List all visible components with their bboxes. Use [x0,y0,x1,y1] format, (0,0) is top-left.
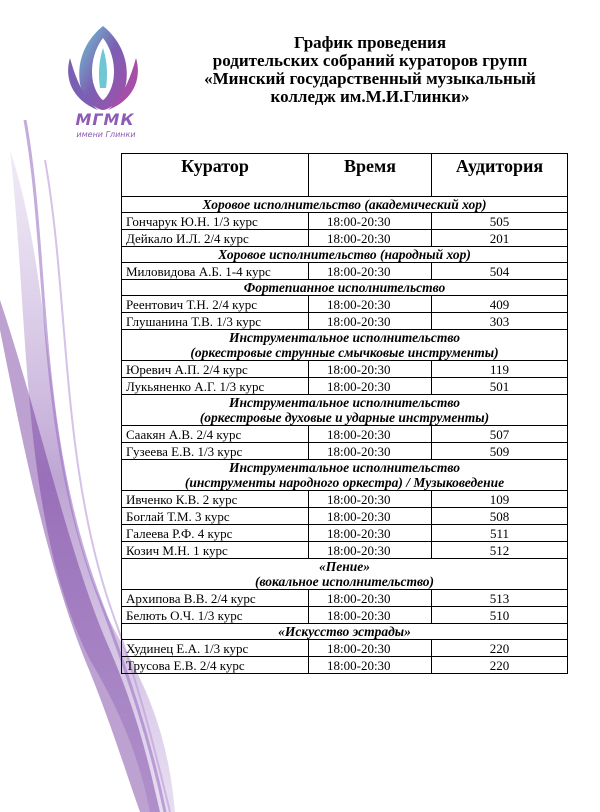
curator-cell: Худинец Е.А. 1/3 курс [122,640,309,657]
table-row [122,640,568,657]
table-row [122,361,568,378]
room-cell: 119 [432,361,568,378]
section-title-line: (инструменты народного оркестра) / Музыковедение [184,475,505,490]
title-line: «Минский государственный музыкальный [204,69,536,88]
curator-cell: Трусова Е.В. 2/4 курс [122,657,309,674]
table-row [122,657,568,674]
section-header-row [122,460,568,491]
section-title [122,280,568,296]
curator-cell: Реентович Т.Н. 2/4 курс [122,296,309,313]
time-cell: 18:00-20:30 [309,443,432,460]
room-cell: 109 [432,491,568,508]
logo-subtitle: имени Глинки [76,130,136,139]
section-title-line: Хоровое исполнительство (народный хор) [218,247,471,262]
section-header-row [122,247,568,263]
logo-abbreviation: МГМК [75,110,135,129]
section-title-line: (оркестровые струнные смычковые инструменты) [190,345,499,360]
room-cell: 303 [432,313,568,330]
room-cell: 512 [432,542,568,559]
title-line: График проведения [293,33,447,52]
room-cell: 201 [432,230,568,247]
room-cell: 220 [432,657,568,674]
time-cell: 18:00-20:30 [309,491,432,508]
section-title [122,197,568,213]
curator-cell: Гончарук Ю.Н. 1/3 курс [122,213,309,230]
header-room: Аудитория [432,154,568,197]
table-row [122,313,568,330]
table-row [122,263,568,280]
time-cell: 18:00-20:30 [309,590,432,607]
section-header-row [122,330,568,361]
curator-cell: Гузеева Е.В. 1/3 курс [122,443,309,460]
room-cell: 513 [432,590,568,607]
curator-cell: Дейкало И.Л. 2/4 курс [122,230,309,247]
curator-cell: Глушанина Т.В. 1/3 курс [122,313,309,330]
curator-cell: Лукьяненко А.Г. 1/3 курс [122,378,309,395]
section-title-line: Инструментальное исполнительство [229,460,460,475]
section-header-row [122,395,568,426]
curator-cell: Ивченко К.В. 2 курс [122,491,309,508]
room-cell: 409 [432,296,568,313]
curator-cell: Юревич А.П. 2/4 курс [122,361,309,378]
curator-cell: Миловидова А.Б. 1-4 курс [122,263,309,280]
time-cell: 18:00-20:30 [309,426,432,443]
table-row [122,443,568,460]
table-row [122,590,568,607]
time-cell: 18:00-20:30 [309,640,432,657]
room-cell: 508 [432,508,568,525]
schedule-table [121,153,568,674]
room-cell: 505 [432,213,568,230]
curator-cell: Галеева Р.Ф. 4 курс [122,525,309,542]
curator-cell: Саакян А.В. 2/4 курс [122,426,309,443]
room-cell: 504 [432,263,568,280]
section-title-line: (оркестровые духовые и ударные инструменты) [199,410,490,425]
section-header-row [122,559,568,590]
section-title [122,395,568,426]
section-header-row [122,197,568,213]
room-cell: 220 [432,640,568,657]
room-cell: 509 [432,443,568,460]
time-cell: 18:00-20:30 [309,657,432,674]
table-row [122,542,568,559]
table-row [122,607,568,624]
table-row [122,508,568,525]
curator-cell: Козич М.Н. 1 курс [122,542,309,559]
time-cell: 18:00-20:30 [309,378,432,395]
time-cell: 18:00-20:30 [309,525,432,542]
section-title-line: Фортепианное исполнительство [243,280,446,295]
table-row [122,230,568,247]
time-cell: 18:00-20:30 [309,263,432,280]
room-cell: 507 [432,426,568,443]
section-header-row [122,280,568,296]
time-cell: 18:00-20:30 [309,296,432,313]
section-title [122,247,568,263]
section-header-row [122,624,568,640]
curator-cell: Боглай Т.М. 3 курс [122,508,309,525]
table-row [122,426,568,443]
page-title [170,34,570,106]
title-line: родительских собраний кураторов групп [212,51,528,70]
time-cell: 18:00-20:30 [309,213,432,230]
section-title [122,624,568,640]
section-title [122,559,568,590]
section-title [122,460,568,491]
table-row [122,525,568,542]
table-row [122,296,568,313]
room-cell: 510 [432,607,568,624]
time-cell: 18:00-20:30 [309,542,432,559]
time-cell: 18:00-20:30 [309,361,432,378]
section-title-line: (вокальное исполнительство) [254,574,435,589]
curator-cell: Белють О.Ч. 1/3 курс [122,607,309,624]
time-cell: 18:00-20:30 [309,313,432,330]
table-row [122,213,568,230]
time-cell: 18:00-20:30 [309,230,432,247]
header-curator: Куратор [122,154,309,197]
table-row [122,378,568,395]
section-title [122,330,568,361]
table-row [122,491,568,508]
section-title-line: «Пение» [319,559,370,574]
section-title-line: Инструментальное исполнительство [229,395,460,410]
room-cell: 511 [432,525,568,542]
title-line: колледж им.М.И.Глинки» [270,87,470,106]
room-cell: 501 [432,378,568,395]
section-title-line: Инструментальное исполнительство [229,330,460,345]
header-time: Время [309,154,432,197]
curator-cell: Архипова В.В. 2/4 курс [122,590,309,607]
table-header-row [122,154,568,197]
time-cell: 18:00-20:30 [309,508,432,525]
section-title-line: Хоровое исполнительство (академический хор) [202,197,487,212]
section-title-line: «Искусство эстрады» [278,624,411,639]
time-cell: 18:00-20:30 [309,607,432,624]
